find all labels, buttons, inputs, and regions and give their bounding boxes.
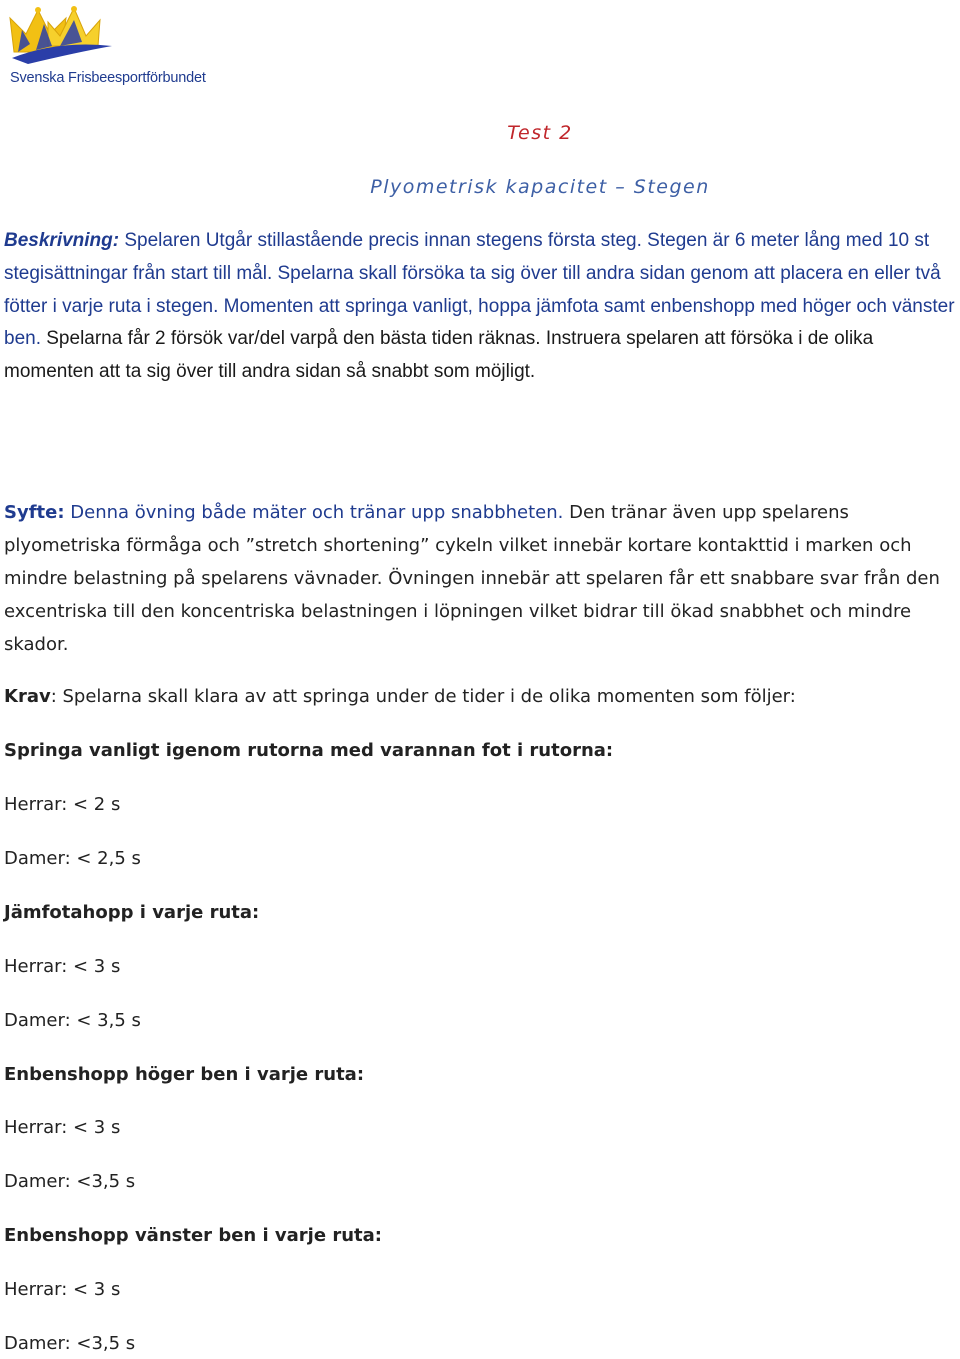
women-requirement: Damer: < 3,5 s [4, 1010, 141, 1031]
purpose-text-2: Den tränar även upp spelarens plyometriska förmåga och ”stretch shortening” cykeln vilket innebär kortare kontakttid i marken och mindre belastning på spelarens vävnader. Övningen innebär att spelaren får ett snabbare svar från den excentriska till den koncentriska belastningen i löpningen vilket bidrar till ökad snabbhet och mindre skador. [4, 502, 940, 655]
section-heading: Springa vanligt igenom rutorna med varannan fot i rutorna: [4, 740, 614, 761]
page-title: Test 2 [507, 122, 573, 144]
section-heading: Enbenshopp vänster ben i varje ruta: [4, 1225, 382, 1246]
men-requirement: Herrar: < 3 s [4, 1117, 121, 1138]
description-text-2: Spelarna får 2 försök var/del varpå den bästa tiden räknas. Instruera spelaren att försöka i de olika momenten att ta sig över till andra sidan så snabbt som möjligt. [4, 328, 874, 383]
section-heading: Jämfotahopp i varje ruta: [4, 902, 260, 923]
purpose-text: Denna övning både mäter och tränar upp snabbheten. [64, 502, 564, 523]
men-requirement: Herrar: < 2 s [4, 794, 121, 815]
requirement-text: : Spelarna skall klara av att springa under de tider i de olika momenten som följer: [50, 686, 796, 707]
description-paragraph [4, 225, 959, 389]
federation-logo [8, 6, 218, 88]
description-label: Beskrivning: [4, 230, 120, 251]
section-heading: Enbenshopp höger ben i varje ruta: [4, 1064, 365, 1085]
requirement-line [4, 686, 796, 707]
women-requirement: Damer: <3,5 s [4, 1171, 136, 1192]
requirement-label: Krav [4, 686, 51, 707]
description-text: Spelaren Utgår stillastående precis innan stegens första steg. Stegen är 6 meter lång med 10 st stegisättningar från start till mål. Spelarna skall försöka ta sig över till andra sidan genom att placera en eller två fötter i varje ruta i stegen. Momenten att springa vanligt, hoppa jämfota samt enbenshopp med höger och vänster ben. [4, 230, 955, 350]
page-subtitle: Plyometrisk kapacitet – Stegen [370, 176, 710, 198]
crown-frisbee-icon [8, 6, 218, 70]
men-requirement: Herrar: < 3 s [4, 1279, 121, 1300]
women-requirement: Damer: < 2,5 s [4, 848, 141, 869]
logo-text: Svenska Frisbeesportförbundet [10, 70, 206, 86]
women-requirement: Damer: <3,5 s [4, 1333, 136, 1354]
purpose-paragraph [4, 496, 959, 661]
purpose-label: Syfte: [4, 502, 65, 523]
men-requirement: Herrar: < 3 s [4, 956, 121, 977]
